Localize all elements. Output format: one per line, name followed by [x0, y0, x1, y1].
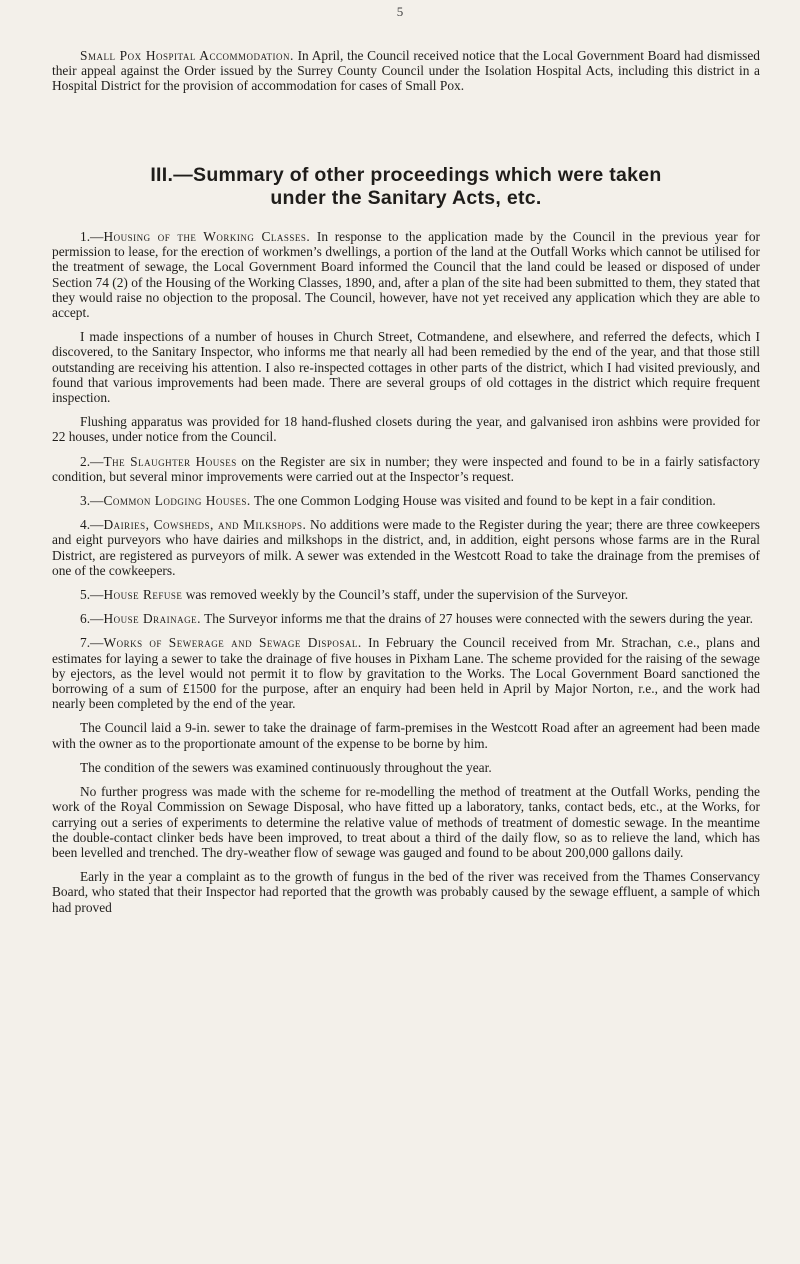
paragraph-number: 1.— [80, 229, 104, 244]
paragraph [52, 454, 760, 484]
paragraph-number: 4.— [80, 517, 104, 533]
paragraph-number: 6.— [80, 611, 104, 627]
intro-section [52, 48, 760, 94]
paragraph-text: In February the Council received from Mr. Strachan, c.e., plans and estimates for laying a sewer to take the drainage of five houses in Pixham Lane. The scheme provided for the raising of the sewage by ejectors, as the level would not permit it to flow by gravitation to the Works. The Local Government Board sanctioned the borrowing of a sum of £1500 for the purpose, after an enquiry had been held in April by Major Norton, r.e., and the work had nearly been completed by the end of the year. [52, 635, 760, 712]
paragraph-number: 3.— [80, 493, 104, 509]
paragraph-title: Works of Sewerage and Sewage Disposal. [103, 635, 362, 651]
paragraph-text: In response to the application made by the Council in the previous year for permission to lease, for the erection of workmen’s dwellings, a portion of the land at the Outfall Works which cannot be utilised for the treatment of sewage, the Local Government Board informed the Council that the land could be leased or disposed of under Section 74 (2) of the Housing of the Working Classes, 1890, and, after a plan of the site had been submitted to them, they stated that they would raise no objection to the proposal. The Council, however, have not yet received any application which they are able to accept. [52, 229, 760, 321]
paragraph [52, 229, 760, 320]
page-number: 5 [396, 4, 404, 19]
paragraph-title: The Slaughter Houses [103, 453, 237, 469]
paragraph [52, 329, 760, 405]
paragraph-text: The condition of the sewers was examined continuously throughout the year. [80, 759, 492, 775]
paragraph-text: The Council laid a 9-in. sewer to take the drainage of farm-premises in the Westcott Road after an agreement had been made with the owner as to the proportionate amount of the expense to be borne by him. [52, 720, 760, 751]
paragraph-text: The one Common Lodging House was visited and found to be kept in a fair condition. [253, 493, 716, 509]
paragraph [52, 493, 760, 508]
paragraph [52, 611, 760, 626]
paragraph [52, 635, 760, 711]
paragraph-title: House Refuse [103, 587, 183, 603]
paragraph-number: 2.— [80, 453, 104, 469]
intro-paragraph [52, 48, 760, 94]
section-heading-line-2: under the Sanitary Acts, etc. [270, 187, 542, 209]
paragraph-text: No additions were made to the Register during the year; there are three cowkeepers and eight purveyors who have dairies and milkshops in the district, and, in addition, eight persons whose farms are in the Rural District, are registered as purveyors of milk. A sewer was extended in the Westcott Road to take the drainage from the premises of one of the cowkeepers. [52, 517, 760, 578]
paragraph-number: 7.— [80, 635, 104, 651]
intro-text: In April, the Council received notice that the Local Government Board had dismissed their appeal against the Order issued by the Surrey County Council under the Isolation Hospital Acts, including this district in a Hospital District for the provision of accommodation for cases of Small Pox. [52, 48, 761, 94]
paragraph [52, 869, 760, 915]
paragraph-title: Housing of the Working Classes. [103, 229, 311, 244]
paragraph-text: No further progress was made with the scheme for re-modelling the method of treatment at the Outfall Works, pending the work of the Royal Commission on Sewage Disposal, who have fitted up a laboratory, tanks, contact beds, etc., at the Works, for carrying out a series of experiments to determine the relative value of methods of treatment of domestic sewage. In the meantime the double-contact clinker beds have been improved, to treat about a third of the daily flow, so as to relieve the land, which has been levelled and trenched. The dry-weather flow of sewage was gauged and found to be about 200,000 gallons daily. [52, 784, 760, 860]
section-body [52, 229, 760, 924]
paragraph [52, 517, 760, 578]
paragraph [52, 720, 760, 750]
paragraph [52, 760, 760, 775]
paragraph-number: 5.— [80, 587, 104, 603]
intro-title: Small Pox Hospital Accommodation. [80, 48, 294, 63]
paragraph-text: on the Register are six in number; they were inspected and found to be in a fairly satisfactory condition, but several minor improvements were carried out at the Inspector’s request. [52, 453, 760, 484]
paragraph [52, 784, 760, 860]
paragraph-text: Early in the year a complaint as to the growth of fungus in the bed of the river was received from the Thames Conservancy Board, who stated that their Inspector had reported that the growth was probably caused by the sewage effluent, a sample of which had proved [52, 869, 760, 915]
paragraph-text: Flushing apparatus was provided for 18 hand-flushed closets during the year, and galvanised iron ashbins were provided for 22 houses, under notice from the Council. [52, 414, 760, 445]
paragraph-text: I made inspections of a number of houses in Church Street, Cotmandene, and elsewhere, and referred the defects, which I discovered, to the Sanitary Inspector, who informs me that nearly all had been remedied by the end of the year, and that those still outstanding are receiving his attention. I also re-inspected cottages in other parts of the district, which I had visited previously, and found that various improvements had been made. There are several groups of old cottages in the district which require frequent inspection. [52, 329, 760, 406]
paragraph-title: Common Lodging Houses. [103, 493, 251, 509]
paragraph-text: was removed weekly by the Council’s staff, under the supervision of the Surveyor. [185, 587, 629, 603]
paragraph-text: The Surveyor informs me that the drains of 27 houses were connected with the sewers during the year. [204, 611, 753, 627]
paragraph-title: House Drainage. [103, 611, 201, 627]
section-heading-line-1: III.—Summary of other proceedings which were taken [150, 164, 662, 186]
paragraph [52, 414, 760, 444]
paragraph-title: Dairies, Cowsheds, and Milkshops. [103, 517, 307, 533]
section-heading [52, 164, 760, 210]
paragraph [52, 587, 760, 602]
